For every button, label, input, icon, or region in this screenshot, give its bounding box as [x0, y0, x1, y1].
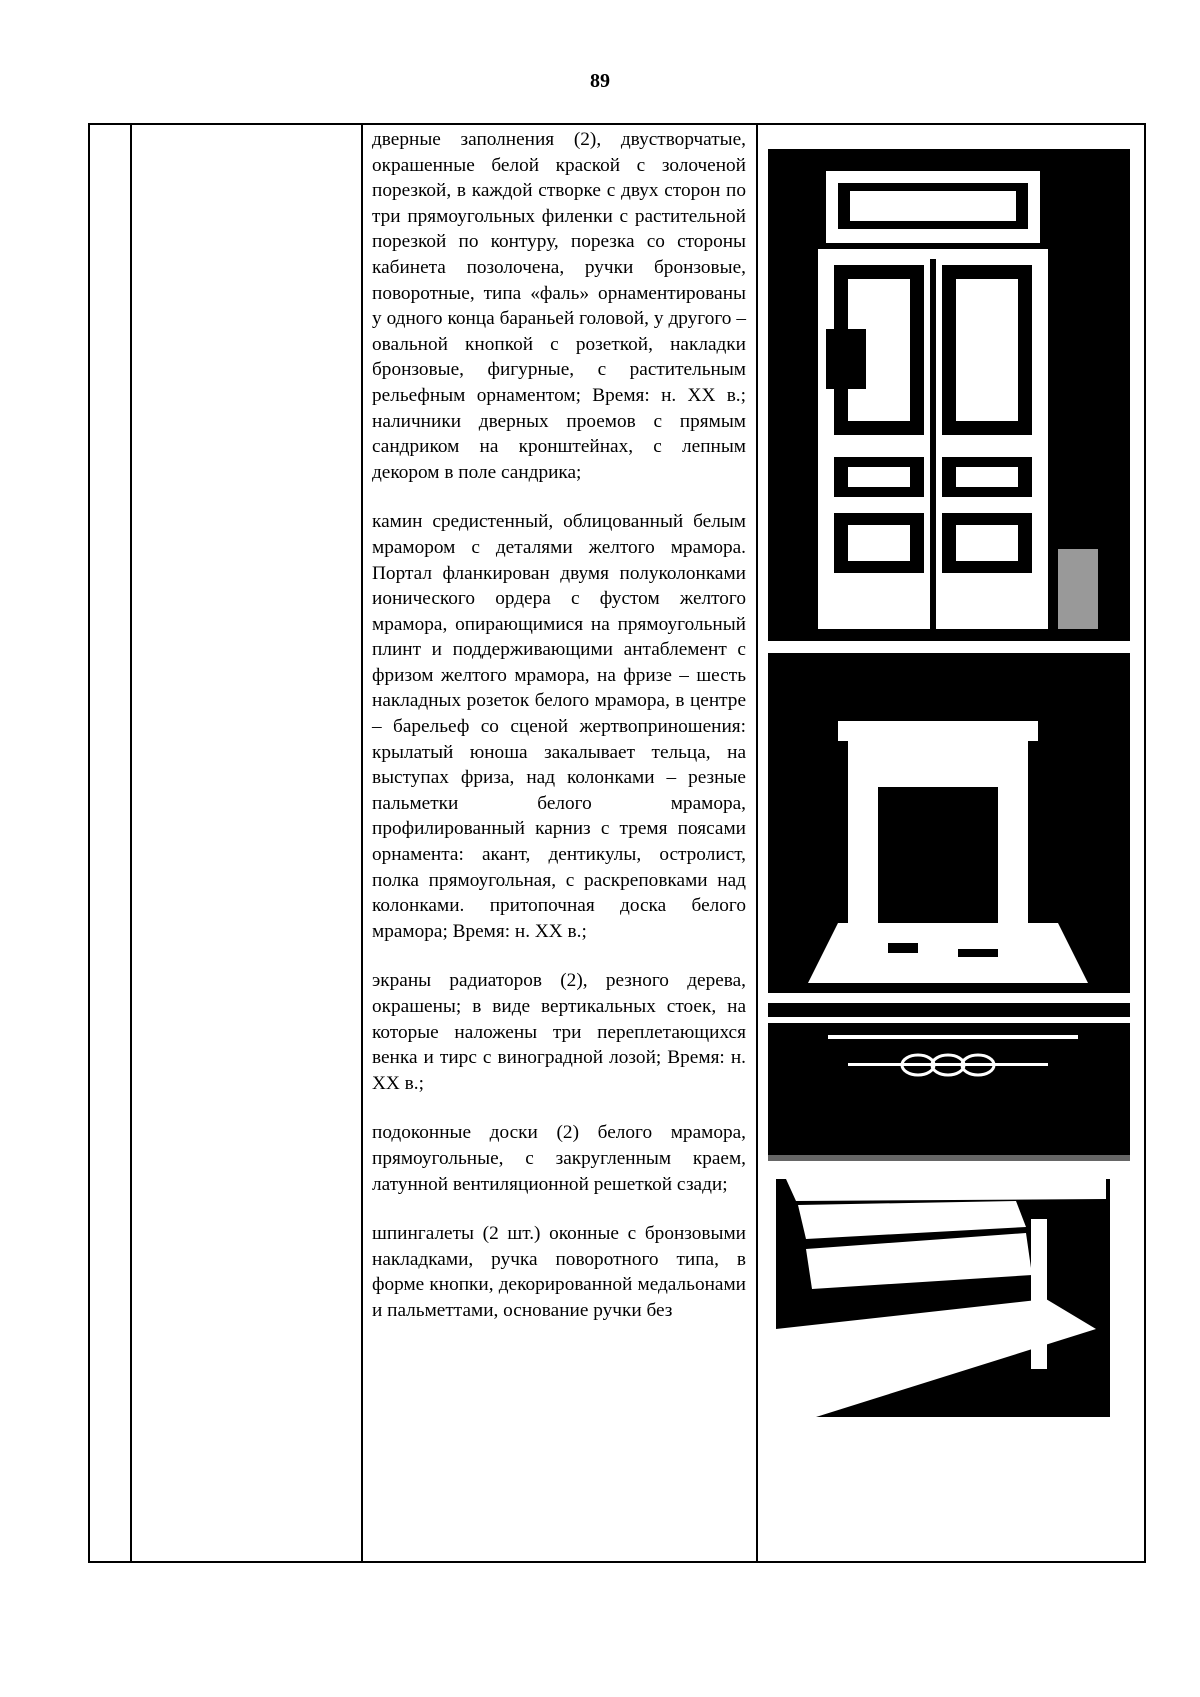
fireplace-photo	[768, 653, 1130, 993]
column-divider-3	[756, 125, 758, 1561]
paragraph-doors: дверные заполнения (2), двустворчатые, окрашенные белой краской с золоченой порезкой, в каждой створке с двух сторон по три прямоугольных филенки с растительной порезкой по контуру, порезка со стороны кабинета позолочена, ручки бронзовые, поворотные, типа «фаль» орнаментированы у одного конца бараньей головой, у другого – овальной кнопкой с розеткой, накладки бронзовые, фигурные, с растительным рельефным орнаментом; Время: н. XX в.; наличники дверных проемов с прямым сандриком на кронштейнах, с лепным декором в поле сандрика;	[372, 129, 746, 483]
paragraph-window-latches: шпингалеты (2 шт.) оконные с бронзовыми накладками, ручка поворотного типа, в форме кнопки, декорированной медальонами и пальметтами, основание ручки без	[372, 1223, 746, 1321]
frieze-detail-photo	[768, 1003, 1130, 1161]
door-photo	[768, 149, 1130, 641]
column-divider-1	[130, 125, 132, 1561]
page-number: 89	[590, 70, 610, 92]
paragraph-fireplace: камин средистенный, облицованный белым мрамором с деталями желтого мрамора. Портал фланкирован двумя полуколонками ионического ордера с фустом желтого мрамора, опирающимися на прямоугольный плинт и поддерживающими антаблемент с фризом желтого мрамора, на фризе – шесть накладных розеток белого мрамора, в центре – барельеф со сценой жертвоприношения: крылатый юноша закалывает тельца, на выступах фриза, над колонками – резные пальметки белого мрамора, профилированный карниз с тремя поясами орнамента: акант, дентикулы, остролист, полка прямоугольная, с раскреповками над колонками. притопочная доска белого мрамора; Время: н. XX в.;	[372, 511, 746, 942]
paragraph-window-sills: подоконные доски (2) белого мрамора, прямоугольные, с закругленным краем, латунной вентиляционной решеткой сзади;	[372, 1122, 746, 1195]
window-sill-photo	[776, 1179, 1110, 1417]
description-cell	[372, 127, 746, 1324]
paragraph-radiator-screens: экраны радиаторов (2), резного дерева, окрашены; в виде вертикальных стоек, на которые наложены три переплетающихся венка и тирс с виноградной лозой; Время: н. XX в.;	[372, 970, 746, 1094]
column-divider-2	[361, 125, 363, 1561]
document-table	[88, 123, 1146, 1563]
